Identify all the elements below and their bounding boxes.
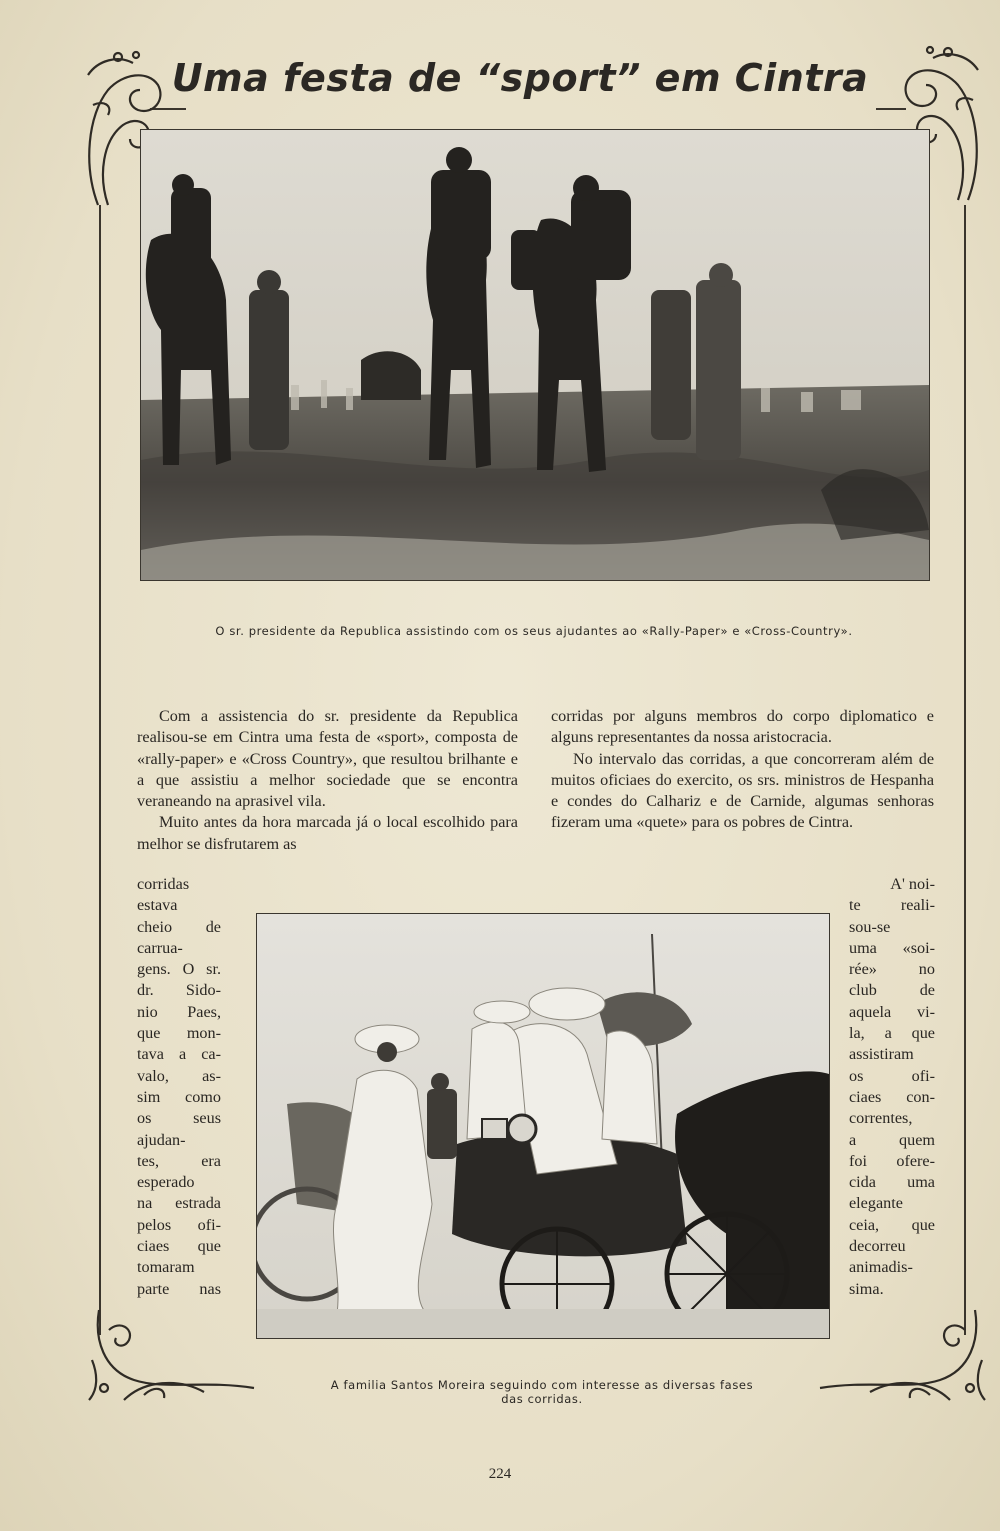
wrap-line: aquela vi- bbox=[849, 1002, 935, 1021]
wrap-line: la, a que bbox=[849, 1024, 935, 1043]
wrap-line: carrua- bbox=[137, 938, 183, 957]
wrap-line: corridas bbox=[137, 875, 190, 893]
wrap-line: correntes, bbox=[849, 1109, 913, 1128]
wrap-line: nio Paes, bbox=[137, 1002, 221, 1021]
article-wrap-right bbox=[849, 874, 935, 1300]
wrap-line: ciaes que bbox=[137, 1237, 221, 1256]
carriage-photo-icon bbox=[257, 914, 829, 1338]
wrap-line: ciaes con- bbox=[849, 1087, 935, 1106]
wrap-line: foi ofere- bbox=[849, 1151, 935, 1170]
article-paragraph: Com a assistencia do sr. presidente da Republica realisou-se em Cintra uma festa de «sport», composta de «rally-paper» e «Cross Country», que resultou brilhante e a que assistiu a melhor sociedade que se encontra veraneando na aprasivel vila. bbox=[137, 707, 518, 811]
wrap-line: tomaram bbox=[137, 1258, 195, 1277]
wrap-line: esperado bbox=[137, 1173, 195, 1192]
wrap-line: os ofi- bbox=[849, 1066, 935, 1085]
wrap-line: pelos ofi- bbox=[137, 1215, 221, 1234]
article-column-right bbox=[551, 706, 934, 834]
wrap-line: tes, era bbox=[137, 1151, 221, 1170]
wrap-line: te reali- bbox=[849, 896, 935, 915]
photo-presidente-rally bbox=[140, 129, 930, 581]
wrap-line: estava bbox=[137, 896, 178, 915]
wrap-line: na estrada bbox=[137, 1194, 221, 1213]
wrap-line: ajudan- bbox=[137, 1130, 186, 1149]
caption-line: A familia Santos Moreira seguindo com interesse as diversas fases bbox=[330, 1378, 754, 1392]
wrap-line: sim como bbox=[137, 1087, 221, 1106]
article-paragraph: corridas por alguns membros do corpo diplomatico e alguns representantes da nossa aristocracia. bbox=[551, 707, 934, 747]
wrap-line: tava a ca- bbox=[137, 1045, 221, 1064]
page-number: 224 bbox=[488, 1466, 512, 1482]
wrap-line: uma «soi- bbox=[849, 938, 935, 957]
wrap-line: parte nas bbox=[137, 1279, 221, 1298]
article-paragraph: Muito antes da hora marcada já o local escolhido para melhor se disfrutarem as bbox=[137, 813, 518, 853]
page-title: Uma festa de “sport” em Cintra bbox=[171, 56, 869, 100]
caption-line: das corridas. bbox=[501, 1392, 583, 1406]
wrap-line: club de bbox=[849, 981, 935, 1000]
wrap-line: cida uma bbox=[849, 1173, 935, 1192]
frame-left-rule bbox=[99, 205, 101, 1335]
wrap-line: animadis- bbox=[849, 1258, 913, 1277]
photo-familia-santos-moreira bbox=[256, 913, 830, 1339]
wrap-line: valo, as- bbox=[137, 1066, 221, 1085]
corner-ornament-bottom-left-icon bbox=[84, 1300, 264, 1410]
wrap-line: gens. O sr. bbox=[137, 960, 221, 979]
wrap-line: assistiram bbox=[849, 1045, 914, 1064]
frame-right-rule bbox=[964, 205, 966, 1335]
article-column-left bbox=[137, 706, 518, 855]
corner-ornament-bottom-right-icon bbox=[810, 1300, 990, 1410]
wrap-line: os seus bbox=[137, 1109, 221, 1128]
wrap-line: que mon- bbox=[137, 1024, 221, 1043]
wrap-line: ceia, que bbox=[849, 1215, 935, 1234]
wrap-line: dr. Sido- bbox=[137, 981, 221, 1000]
photo-top-caption: O sr. presidente da Republica assistindo com os seus ajudantes ao «Rally-Paper» e «Cross-Country». bbox=[215, 624, 853, 638]
photo-bottom-caption bbox=[256, 1378, 828, 1406]
horsemen-photo-icon bbox=[141, 130, 929, 580]
wrap-line: sou-se bbox=[849, 917, 891, 936]
wrap-line: sima. bbox=[849, 1279, 884, 1298]
wrap-line: rée» no bbox=[849, 960, 935, 979]
wrap-line: A' noi- bbox=[890, 875, 935, 893]
wrap-line: a quem bbox=[849, 1130, 935, 1149]
wrap-line: cheio de bbox=[137, 917, 221, 936]
article-wrap-left bbox=[137, 874, 221, 1300]
wrap-line: elegante bbox=[849, 1194, 903, 1213]
article-paragraph: No intervalo das corridas, a que concorreram além de muitos oficiaes do exercito, os srs. ministros de Hespanha e condes do Calhariz e de Carnide, algumas senhoras fizeram uma «quete» para os pobres de Cintra. bbox=[551, 749, 934, 832]
wrap-line: decorreu bbox=[849, 1237, 906, 1256]
